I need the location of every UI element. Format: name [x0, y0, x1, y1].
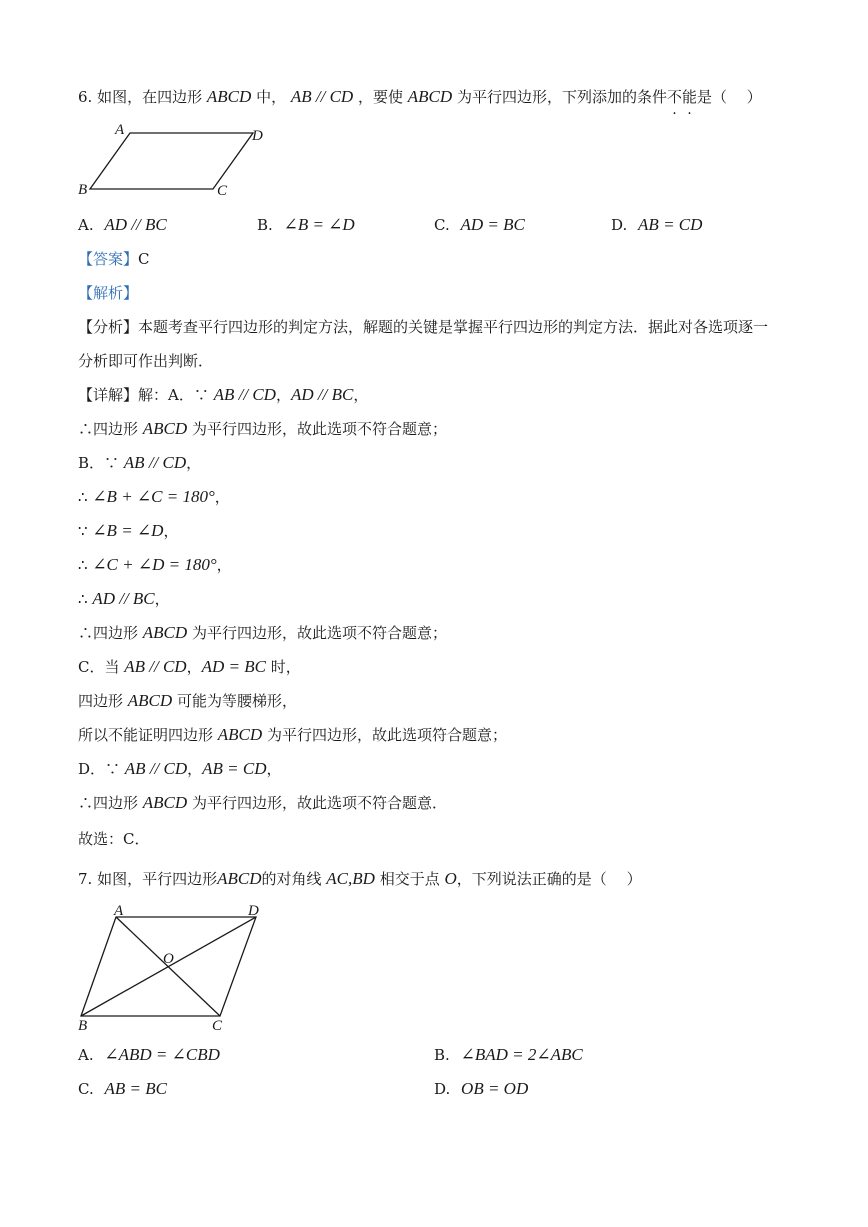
- q6-stem: [78, 86, 762, 108]
- q7-stem-abcd: ABCD: [217, 869, 262, 888]
- q6-step-c2: [78, 690, 297, 712]
- q6-step-d-expr1: AB // CD: [124, 759, 188, 778]
- q6-emph-not1: 不: [666, 88, 682, 106]
- q6-step-b2-pre: ∴: [78, 488, 93, 506]
- q6-step-b5: [78, 588, 170, 610]
- q6-analysis-line-1: 【分析】本题考查平行四边形的判定方法，解题的关键是掌握平行四边形的判定方法．据此对各选项逐一: [78, 318, 769, 336]
- q6-step-c-expr2: AD = BC: [201, 657, 266, 676]
- q6-stem-a: 如图，在四边形: [97, 88, 203, 106]
- q6-label-b: B: [78, 182, 88, 198]
- q7-stem-d: ，下列说法正确的是（ ）: [456, 870, 642, 888]
- q6-step-c2-post: 可能为等腰梯形，: [172, 692, 297, 710]
- q6-step-c-expr1: AB // CD: [124, 657, 187, 676]
- q6-step-b6: [78, 622, 447, 644]
- q6-option-d-letter: D.: [611, 216, 628, 234]
- q6-detail-prefix: 【详解】解：A．∵: [78, 386, 214, 404]
- q6-step-d-end: ，: [266, 760, 282, 778]
- q6-stem-d: 为平行四边形，下列添加的条件: [456, 88, 667, 106]
- q6-parallelogram: [90, 133, 253, 189]
- q6-detail-ad-bc: AD // BC: [290, 385, 354, 404]
- q7-option-a-letter: A.: [78, 1046, 94, 1064]
- q6-step-c-pre: C．当: [78, 658, 125, 676]
- q6-answer: C: [138, 250, 150, 268]
- q6-step-b6-post: 为平行四边形，故此选项不符合题意；: [187, 624, 447, 642]
- q6-option-c: [434, 214, 525, 236]
- q7-stem-o: O: [444, 869, 457, 888]
- q6-step-1-post: 为平行四边形，故此选项不符合题意；: [187, 420, 447, 438]
- q7-stem-diag: AC,BD: [326, 869, 375, 888]
- q7-option-a: [78, 1044, 220, 1066]
- q7-number: 7.: [78, 870, 93, 888]
- q6-option-c-letter: C.: [434, 216, 450, 234]
- q7-label-c: C: [212, 1018, 223, 1034]
- q6-detail-a: [78, 384, 368, 406]
- q6-detail-ab-cd: AB // CD: [213, 385, 276, 404]
- q6-option-b-expr: ∠B = ∠D: [283, 215, 355, 234]
- q6-step-b-end: ，: [186, 454, 202, 472]
- q6-step-d-mid: ，: [187, 760, 203, 778]
- q6-step-d-pre: D．∵: [78, 760, 125, 778]
- q6-analysis-line-2: 分析即可作出判断．: [78, 352, 214, 370]
- q6-option-b: [257, 214, 355, 236]
- q6-step-b3-pre: ∵: [78, 522, 93, 540]
- q6-option-c-expr: AD = BC: [460, 215, 525, 234]
- q6-step-c-end: 时，: [265, 658, 301, 676]
- q7-option-c-expr: AB = BC: [104, 1079, 167, 1098]
- q6-stem-abcd-2: ABCD: [407, 87, 453, 106]
- q6-step-b3-expr: ∠B = ∠D: [92, 521, 164, 540]
- q7-option-d: [434, 1078, 528, 1100]
- q6-option-a-expr: AD // BC: [104, 215, 167, 234]
- q6-step-b-expr: AB // CD: [123, 453, 187, 472]
- q6-step-1-abcd: ABCD: [142, 419, 188, 438]
- q6-step-b6-pre: ∴四边形: [78, 624, 143, 642]
- q6-label-a: A: [115, 122, 125, 138]
- q7-stem-a: 如图，平行四边形: [97, 870, 218, 888]
- q6-step-b6-abcd: ABCD: [142, 623, 188, 642]
- q6-step-b4-pre: ∴: [78, 556, 93, 574]
- q6-step-c2-pre: 四边形: [78, 692, 128, 710]
- q6-step-b2-end: ，: [214, 488, 230, 506]
- q6-option-d: [611, 214, 702, 236]
- q6-step-1-pre: ∴四边形: [78, 420, 143, 438]
- q7-label-b: B: [78, 1018, 88, 1034]
- q6-step-d2-post: 为平行四边形，故此选项不符合题意．: [187, 794, 447, 812]
- q7-option-b-letter: B.: [434, 1046, 450, 1064]
- q6-label-d: D: [252, 128, 263, 144]
- q6-step-c3: [78, 724, 507, 746]
- q6-step-b3-end: ，: [163, 522, 179, 540]
- q7-parallelogram-figure: [76, 898, 276, 1036]
- q6-detail-comma: ，: [275, 386, 291, 404]
- q6-step-b5-end: ，: [154, 590, 170, 608]
- q6-stem-e: 是（ ）: [697, 88, 762, 106]
- q6-emph-not2: 能: [681, 88, 697, 106]
- q7-option-d-expr: OB = OD: [461, 1079, 529, 1098]
- q6-option-a: [78, 214, 167, 236]
- q6-stem-b: 中，: [256, 88, 287, 106]
- q6-step-b3: [78, 520, 178, 542]
- q6-stem-c: ，要使: [357, 88, 403, 106]
- q7-stem-b: 的对角线: [261, 870, 322, 888]
- q7-stem: [78, 868, 642, 890]
- q7-option-c: [78, 1078, 167, 1100]
- q6-step-c3-abcd: ABCD: [217, 725, 263, 744]
- q6-step-b2-expr: ∠B + ∠C = 180°: [92, 487, 215, 506]
- q6-parallelogram-figure: [78, 118, 278, 198]
- q7-label-d: D: [248, 903, 259, 919]
- q6-step-d: [78, 758, 282, 780]
- q6-option-d-expr: AB = CD: [638, 215, 703, 234]
- q6-detail-end: ，: [353, 386, 369, 404]
- q6-step-b4-expr: ∠C + ∠D = 180°: [92, 555, 217, 574]
- q7-label-a: A: [114, 903, 124, 919]
- q6-answer-tag: 【答案】: [78, 250, 139, 268]
- q6-step-b5-expr: AD // BC: [92, 589, 155, 608]
- q6-label-c: C: [217, 183, 228, 199]
- q6-step-d-expr2: AB = CD: [202, 759, 267, 778]
- q7-option-b-expr: ∠BAD = 2∠ABC: [460, 1045, 583, 1064]
- q6-step-c3-pre: 所以不能证明四边形: [78, 726, 218, 744]
- q6-option-a-letter: A.: [78, 216, 94, 234]
- q6-step-b2: [78, 486, 230, 508]
- q6-step-c-mid: ，: [186, 658, 202, 676]
- q6-step-c3-post: 为平行四边形，故此选项符合题意；: [262, 726, 507, 744]
- q6-answer-line: [78, 248, 150, 270]
- q6-number: 6.: [78, 88, 93, 106]
- q6-option-b-letter: B.: [257, 216, 273, 234]
- q6-step-d2-pre: ∴四边形: [78, 794, 143, 812]
- q7-label-o: O: [163, 951, 174, 967]
- q6-step-c: [78, 656, 301, 678]
- q6-step-b4-end: ，: [216, 556, 232, 574]
- q6-step-c2-abcd: ABCD: [127, 691, 173, 710]
- q7-stem-c: 相交于点: [379, 870, 440, 888]
- q6-step-d2-abcd: ABCD: [142, 793, 188, 812]
- q6-analysis-tag: 【解析】: [78, 284, 139, 302]
- q6-step-d2: [78, 792, 447, 814]
- q7-option-b: [434, 1044, 583, 1066]
- q7-option-d-letter: D.: [434, 1080, 451, 1098]
- q6-step-b5-pre: ∴: [78, 590, 93, 608]
- q6-step-1: [78, 418, 447, 440]
- q6-choose: 故选：C．: [78, 830, 150, 848]
- q7-option-c-letter: C.: [78, 1080, 94, 1098]
- q6-step-b-pre: B．∵: [78, 454, 124, 472]
- q6-step-b4: [78, 554, 232, 576]
- q7-option-a-expr: ∠ABD = ∠CBD: [104, 1045, 220, 1064]
- q6-stem-abcd: ABCD: [206, 87, 252, 106]
- q6-stem-ab-cd: AB // CD: [290, 87, 354, 106]
- q6-step-b: [78, 452, 201, 474]
